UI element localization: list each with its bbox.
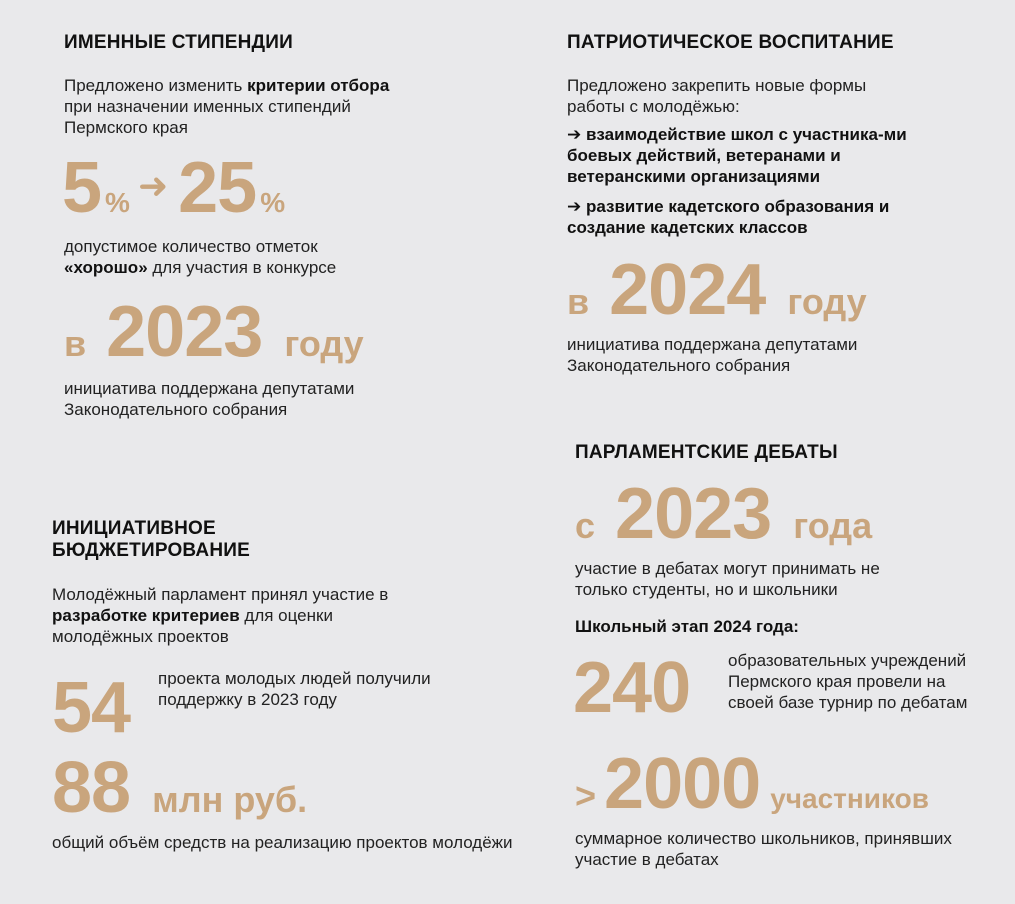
deb-n2-unit: участников bbox=[770, 783, 929, 814]
budg-n2-unit: млн руб. bbox=[152, 779, 308, 820]
stip-desc-a: допустимое количество отметок bbox=[64, 237, 318, 256]
patr-year-desc: инициатива поддержана депутатами Законодательного собрания bbox=[567, 335, 858, 375]
patr-bullet-1: ➔ взаимодействие школ с участника-ми боевых действий, ветеранами и ветеранскими организациями bbox=[567, 125, 907, 186]
stip-year-pre: в bbox=[64, 323, 87, 364]
deb-n2-desc: суммарное количество школьников, принявших участие в дебатах bbox=[575, 829, 952, 869]
stip-year-desc: инициатива поддержана депутатами Законодательного собрания bbox=[64, 379, 355, 419]
deb-n2: 2000 bbox=[604, 744, 761, 824]
deb-year-num: 2023 bbox=[615, 474, 772, 554]
stip-year-post: году bbox=[284, 323, 364, 364]
stip-desc bbox=[64, 236, 404, 278]
patr-title: ПАТРИОТИЧЕСКОЕ ВОСПИТАНИЕ bbox=[567, 32, 894, 53]
stip-text-b: критерии отбора bbox=[247, 76, 390, 95]
deb-year-pre: с bbox=[575, 505, 596, 546]
patr-bullet-2: ➔ развитие кадетского образования и создание кадетских классов bbox=[567, 197, 890, 237]
stip-percent-change bbox=[62, 148, 286, 228]
budg-text-c: для оценки молодёжных проектов bbox=[52, 606, 333, 646]
patr-year-num: 2024 bbox=[609, 250, 766, 330]
budg-title: ИНИЦИАТИВНОЕ БЮДЖЕТИРОВАНИЕ bbox=[52, 518, 250, 561]
stip-text-a: Предложено изменить bbox=[64, 76, 248, 95]
deb-year-desc: участие в дебатах могут принимать не только студенты, но и школьники bbox=[575, 559, 880, 599]
stip-pct1: % bbox=[105, 187, 130, 218]
deb-gt: > bbox=[575, 775, 597, 816]
budg-n1: 54 bbox=[52, 668, 131, 748]
arrow-icon: ➜ bbox=[137, 165, 169, 206]
stip-title: ИМЕННЫЕ СТИПЕНДИИ bbox=[64, 32, 293, 53]
deb-n1-desc: образовательных учреждений Пермского края провели на своей базе турнир по дебатам bbox=[728, 651, 968, 712]
stip-text bbox=[64, 75, 404, 138]
stip-desc-b: «хорошо» bbox=[64, 258, 148, 277]
stip-pct2: % bbox=[260, 187, 286, 218]
stip-n1: 5 bbox=[62, 148, 102, 228]
deb-year-post: года bbox=[793, 505, 873, 546]
budg-n2: 88 bbox=[52, 748, 131, 828]
deb-title: ПАРЛАМЕНТСКИЕ ДЕБАТЫ bbox=[575, 442, 838, 463]
patr-text: Предложено закрепить новые формы работы с молодёжью: bbox=[567, 76, 867, 116]
budg-amount bbox=[52, 748, 308, 828]
deb-year bbox=[575, 474, 873, 554]
deb-stage: Школьный этап 2024 года: bbox=[575, 617, 799, 636]
stip-year bbox=[64, 292, 364, 372]
deb-participants bbox=[575, 744, 929, 824]
stip-desc-c: для участия в конкурсе bbox=[147, 258, 337, 277]
stip-text-c: при назначении именных стипендий Пермского края bbox=[64, 97, 351, 137]
deb-n1: 240 bbox=[573, 648, 691, 728]
patr-year-pre: в bbox=[567, 281, 590, 322]
budg-n1-desc: проекта молодых людей получили поддержку в 2023 году bbox=[158, 669, 431, 709]
patr-year-post: году bbox=[787, 281, 867, 322]
budg-text bbox=[52, 584, 392, 647]
budg-n2-desc: общий объём средств на реализацию проектов молодёжи bbox=[52, 833, 513, 852]
budg-text-b: разработке критериев bbox=[52, 606, 240, 625]
patr-year bbox=[567, 250, 867, 330]
stip-year-num: 2023 bbox=[106, 292, 263, 372]
budg-text-a: Молодёжный парламент принял участие в bbox=[52, 585, 389, 604]
stip-n2: 25 bbox=[178, 148, 257, 228]
